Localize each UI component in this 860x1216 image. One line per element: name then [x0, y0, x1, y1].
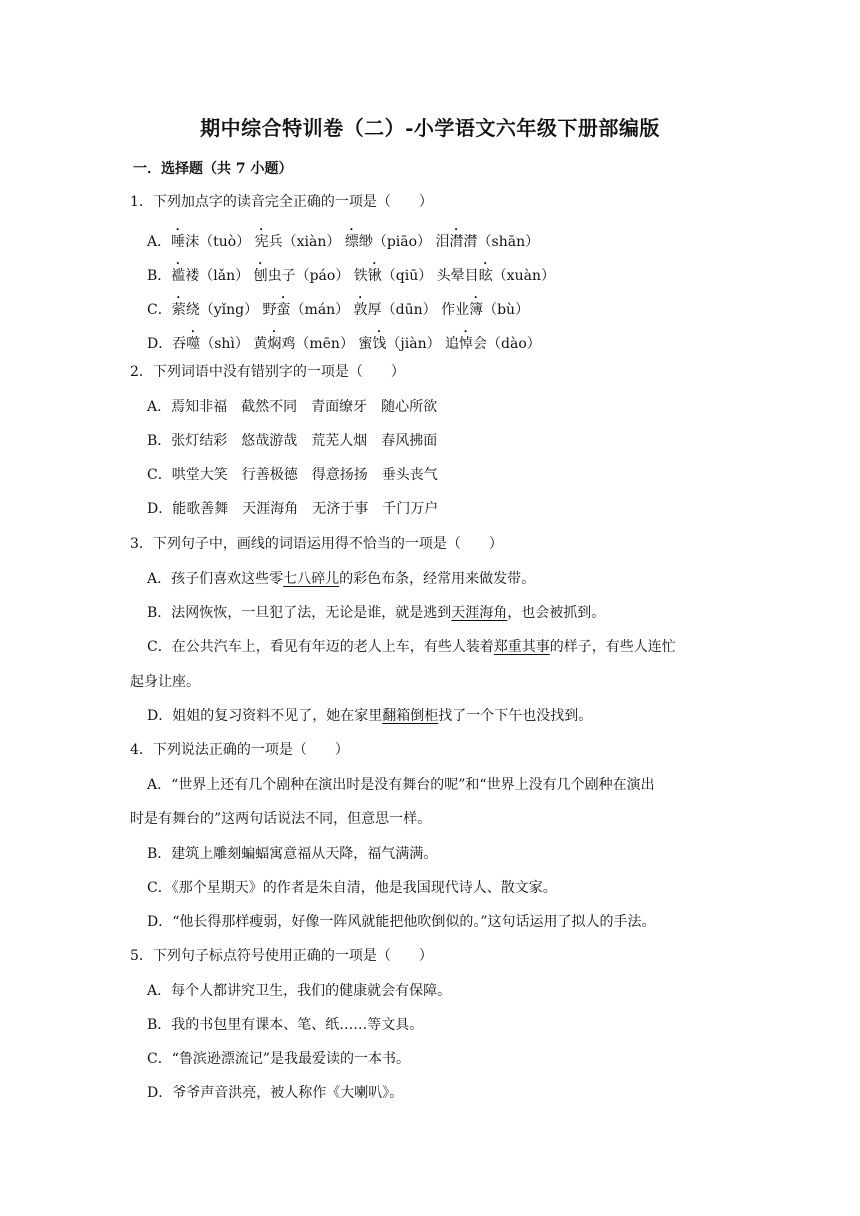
question-2-option-d: D．能歌善舞 天涯海角 无济于事 千门万户: [147, 501, 439, 517]
dotted-char: 焖: [267, 336, 282, 352]
dotted-char: 蛮: [276, 302, 291, 318]
dotted-char: 簿: [469, 302, 484, 318]
question-3-option-b: B．法网恢恢，一旦犯了法，无论是谁，就是逃到天涯海角，也会被抓到。: [147, 605, 606, 621]
dotted-char: 萦: [171, 302, 186, 318]
question-4-option-d: D．“他长得那样瘦弱，好像一阵风就能把他吹倒似的。”这句话运用了拟人的手法。: [147, 914, 656, 930]
question-5-option-b: B．我的书包里有课本、笔、纸……等文具。: [147, 1017, 424, 1033]
question-1-stem: 1．下列加点字的读音完全正确的一项是（ ）: [130, 194, 433, 210]
dotted-char: 刨: [253, 268, 268, 284]
question-1-option-d: D．吞噬（shì） 黄焖鸡（mēn） 蜜饯（jiàn） 追悼会（dào）: [147, 336, 541, 352]
question-2-option-b: B．张灯结彩 悠哉游哉 荒芜人烟 春风拂面: [147, 433, 438, 449]
underlined-phrase: 天涯海角: [451, 605, 508, 621]
question-2-stem: 2．下列词语中没有错别字的一项是（ ）: [130, 364, 405, 380]
question-1-option-c: C．萦绕（yǐng） 野蛮（mán） 敦厚（dūn） 作业簿（bù）: [147, 302, 530, 318]
question-4-option-b: B．建筑上雕刻蝙蝠寓意福从天降，福气满满。: [147, 846, 438, 862]
question-4-option-a-continued: 时是有舞台的”这两句话说法不同，但意思一样。: [130, 811, 432, 827]
dotted-char: 唾: [171, 234, 186, 250]
question-3-option-a: A．孩子们喜欢这些零七八碎儿的彩色布条，经常用来做发带。: [147, 571, 536, 587]
question-2-option-a: A．焉知非福 截然不同 青面缭牙 随心所欲: [147, 399, 438, 415]
dotted-char: 宪: [254, 234, 269, 250]
underlined-phrase: 七八碎儿: [283, 571, 340, 587]
question-5-option-c: C．“鲁滨逊漂流记”是我最爱读的一本书。: [147, 1051, 411, 1067]
underlined-phrase: 翻箱倒柜: [382, 708, 439, 724]
question-5-option-d: D．爷爷声音洪亮，被人称作《大喇叭》。: [147, 1085, 404, 1101]
dotted-char: 锹: [367, 268, 382, 284]
question-4-option-a: A．“世界上还有几个剧种在演出时是没有舞台的呢”和“世界上没有几个剧种在演出: [147, 777, 655, 793]
dotted-char: 潸: [449, 234, 464, 250]
question-3-option-c: C．在公共汽车上，看见有年迈的老人上车，有些人装着郑重其事的样子，有些人连忙: [147, 639, 676, 655]
page-title: 期中综合特训卷（二）-小学语文六年级下册部编版: [200, 116, 660, 140]
dotted-char: 褴: [171, 268, 186, 284]
dotted-char: 眩: [478, 268, 493, 284]
question-1-option-a: A．唾沫（tuò） 宪兵（xiàn） 缥缈（piāo） 泪潸潸（shān）: [147, 234, 540, 250]
question-3-option-c-continued: 起身让座。: [130, 674, 200, 690]
question-5-stem: 5．下列句子标点符号使用正确的一项是（ ）: [130, 948, 433, 964]
question-4-option-c: C．《那个星期天》的作者是朱自清，他是我国现代诗人、散文家。: [147, 880, 557, 896]
question-3-option-d: D．姐姐的复习资料不见了，她在家里翻箱倒柜找了一个下午也没找到。: [147, 708, 593, 724]
question-5-option-a: A．每个人都讲究卫生，我们的健康就会有保障。: [147, 983, 452, 999]
dotted-char: 缥: [344, 234, 359, 250]
underlined-phrase: 郑重其事: [493, 639, 550, 655]
section-heading: 一．选择题（共 7 小题）: [133, 161, 293, 177]
dotted-char: 噬: [186, 336, 201, 352]
dotted-char: 饯: [372, 336, 387, 352]
question-3-stem: 3．下列句子中，画线的词语运用得不恰当的一项是（ ）: [130, 536, 503, 552]
question-2-option-c: C．哄堂大笑 行善极德 得意扬扬 垂头丧气: [147, 467, 438, 483]
dotted-char: 敦: [353, 302, 368, 318]
question-1-option-b: B．褴褛（lǎn） 刨虫子（páo） 铁锹（qiū） 头晕目眩（xuàn）: [147, 268, 555, 284]
dotted-char: 悼: [459, 336, 474, 352]
question-4-stem: 4．下列说法正确的一项是（ ）: [130, 742, 349, 758]
